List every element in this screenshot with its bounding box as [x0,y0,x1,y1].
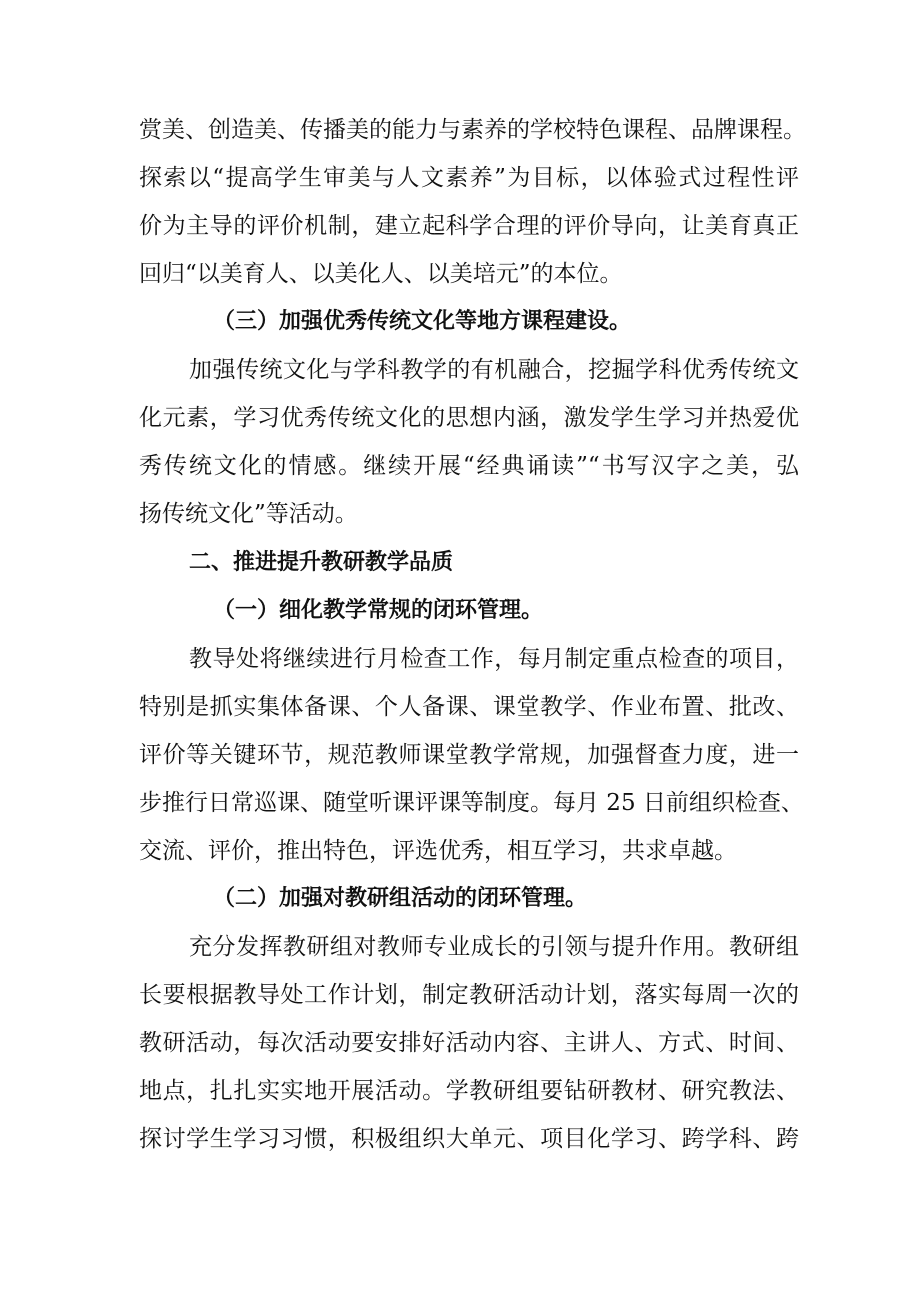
paragraph-line: 扬传统文化”等活动。 [139,501,358,527]
paragraph-line: 秀传统文化的情感。继续开展“经典诵读”“书写汉字之美，弘 [139,453,799,479]
paragraph-line: 评价等关键环节，规范教师课堂教学常规，加强督查力度，进一 [139,742,799,768]
paragraph-line: 步推行日常巡课、随堂听课评课等制度。每月 25 日前组织检查、 [139,790,804,816]
paragraph-line: 赏美、创造美、传播美的能力与素养的学校特色课程、品牌课程。 [139,117,806,143]
paragraph-line: 教研活动，每次活动要安排好活动内容、主讲人、方式、时间、 [139,1030,799,1056]
paragraph-line: 探索以“提高学生审美与人文素养”为目标，以体验式过程性评 [139,165,799,191]
paragraph-line: 教导处将继续进行月检查工作，每月制定重点检查的项目， [189,646,799,672]
paragraph-line: 交流、评价，推出特色，评选优秀，相互学习，共求卓越。 [139,838,737,864]
paragraph-line: 地点，扎扎实实地开展活动。学教研组要钻研教材、研究教法、 [139,1078,799,1104]
paragraph-line: 长要根据教导处工作计划，制定教研活动计划，落实每周一次的 [139,982,799,1008]
paragraph-line: 探讨学生学习习惯，积极组织大单元、项目化学习、跨学科、跨 [139,1126,799,1152]
paragraph-line: 特别是抓实集体备课、个人备课、课堂教学、作业布置、批改、 [139,694,799,720]
section-heading: 二、推进提升教研教学品质 [189,550,454,575]
subsection-heading: （二）加强对教研组活动的闭环管理。 [213,886,588,911]
paragraph-line: 充分发挥教研组对教师专业成长的引领与提升作用。教研组 [189,934,799,960]
paragraph-line: 化元素，学习优秀传统文化的思想内涵，激发学生学习并热爱优 [139,405,799,431]
paragraph-line: 加强传统文化与学科教学的有机融合，挖掘学科优秀传统文 [189,357,799,383]
paragraph-line: 价为主导的评价机制，建立起科学合理的评价导向，让美育真正 [139,213,799,239]
subsection-heading: （三）加强优秀传统文化等地方课程建设。 [213,309,632,334]
paragraph-line: 回归“以美育人、以美化人、以美培元”的本位。 [139,261,623,287]
subsection-heading: （一）细化教学常规的闭环管理。 [213,598,544,623]
